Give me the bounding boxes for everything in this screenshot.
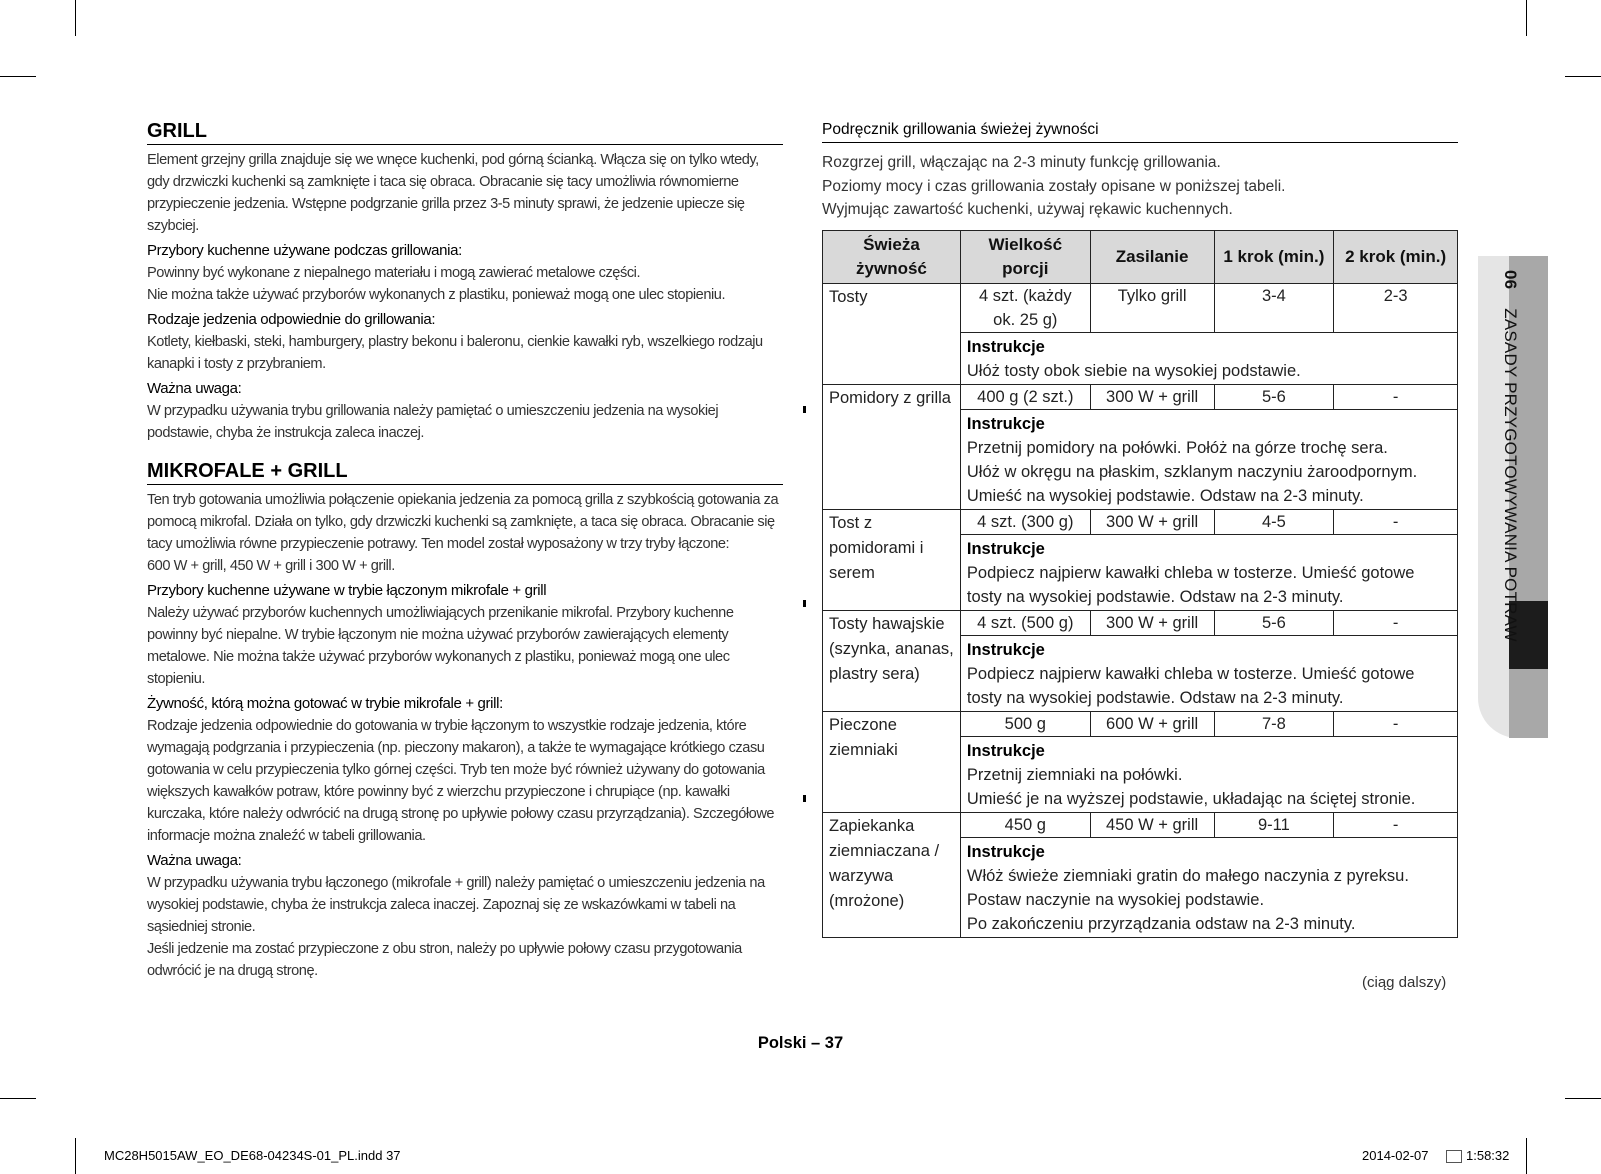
clock-icon <box>1446 1150 1462 1163</box>
food-name: Tost z pomidorami i serem <box>823 510 961 611</box>
portion-size: 500 g <box>960 712 1090 737</box>
guide-intro-line: Rozgrzej grill, włączając na 2-3 minuty funkcję grillowania. <box>822 154 1221 171</box>
instruction-text: Po zakończeniu przyrządzania odstaw na 2-3 minuty. <box>966 915 1356 933</box>
header-step-1: 1 krok (min.) <box>1214 231 1334 284</box>
crop-mark <box>75 0 76 36</box>
crop-mark <box>1526 1138 1527 1174</box>
instruction-text: Przetnij ziemniaki na połówki. <box>966 766 1183 784</box>
guide-intro-line: Poziomy mocy i czas grillowania zostały opisane w poniższej tabeli. <box>822 177 1286 195</box>
table-row <box>823 611 1458 636</box>
step-1-time: 5-6 <box>1214 611 1334 636</box>
header-power: Zasilanie <box>1090 231 1214 284</box>
table-header-row <box>823 231 1458 284</box>
portion-size: 400 g (2 szt.) <box>960 385 1090 410</box>
grill-foods-heading: Rodzaje jedzenia odpowiednie do grillowania: <box>147 311 436 328</box>
instruction-text: Umieść je na wyższej podstawie, układając na ściętej stronie. <box>966 790 1416 808</box>
instructions-cell <box>960 333 1457 385</box>
table-row <box>823 813 1458 838</box>
crop-mark <box>0 76 36 77</box>
instructions-label: Instrukcje <box>966 540 1045 558</box>
instructions-cell <box>960 636 1457 712</box>
instructions-label: Instrukcje <box>966 843 1045 861</box>
instruction-text: Podpiecz najpierw kawałki chleba w tosterze. Umieść gotowe tosty na wysokiej podstawie. Odstaw na 2-3 minuty. <box>966 564 1415 606</box>
side-tab-label <box>1500 270 1520 642</box>
table-row <box>823 510 1458 535</box>
grill-note-heading: Ważna uwaga: <box>147 380 242 397</box>
grill-utensils-heading: Przybory kuchenne używane podczas grillowania: <box>147 242 462 259</box>
microwave-grill-utensils-heading: Przybory kuchenne używane w trybie łączonym mikrofale + grill <box>147 582 547 599</box>
step-1-time: 7-8 <box>1214 712 1334 737</box>
instruction-text: Przetnij pomidory na połówki. Połóż na górze trochę sera. <box>966 439 1388 457</box>
header-portion: Wielkość porcji <box>960 231 1090 284</box>
food-name: Tosty <box>823 284 961 385</box>
instructions-label: Instrukcje <box>966 415 1045 433</box>
slug-filename: MC28H5015AW_EO_DE68-04234S-01_PL.indd 37 <box>104 1148 401 1163</box>
instruction-text: Ułóż tosty obok siebie na wysokiej podstawie. <box>966 362 1301 380</box>
chapter-title: ZASADY PRZYGOTOWYWANIA POTRAW <box>1501 308 1520 642</box>
grill-note-text: W przypadku używania trybu grillowania należy pamiętać o umieszczeniu jedzenia na wysokiej podstawie, chyba że instrukcja zaleca inaczej. <box>147 403 719 441</box>
slug-time: 1:58:32 <box>1466 1148 1510 1163</box>
step-1-time: 9-11 <box>1214 813 1334 838</box>
fold-mark <box>803 406 806 413</box>
grill-guide-table <box>822 230 1458 938</box>
header-step-2: 2 krok (min.) <box>1334 231 1458 284</box>
crop-mark <box>0 1098 36 1099</box>
instruction-text: Podpiecz najpierw kawałki chleba w tosterze. Umieść gotowe tosty na wysokiej podstawie. Odstaw na 2-3 minuty. <box>966 665 1415 707</box>
portion-size: 4 szt. (300 g) <box>960 510 1090 535</box>
step-2-time: - <box>1334 611 1458 636</box>
step-2-time: - <box>1334 712 1458 737</box>
power-level: 450 W + grill <box>1090 813 1214 838</box>
table-row <box>823 712 1458 737</box>
portion-size: 4 szt. (każdy ok. 25 g) <box>960 284 1090 333</box>
power-level: 600 W + grill <box>1090 712 1214 737</box>
power-level: 300 W + grill <box>1090 385 1214 410</box>
crop-mark <box>1526 0 1527 36</box>
step-1-time: 5-6 <box>1214 385 1334 410</box>
power-level: 300 W + grill <box>1090 510 1214 535</box>
grill-foods-text: Kotlety, kiełbaski, steki, hamburgery, plastry bekonu i baleronu, cienkie kawałki ryb, wszelkiego rodzaju kanapki i tosty z przybraniem. <box>147 334 763 372</box>
crop-mark <box>75 1138 76 1174</box>
left-column <box>147 120 783 982</box>
fold-mark <box>803 600 806 607</box>
microwave-grill-modes: 600 W + grill, 450 W + grill i 300 W + grill. <box>147 558 395 574</box>
food-name: Tosty hawajskie (szynka, ananas, plastry sera) <box>823 611 961 712</box>
food-name: Zapiekanka ziemniaczana / warzywa (mrożone) <box>823 813 961 938</box>
grill-title: GRILL <box>147 120 783 145</box>
crop-mark <box>1565 1098 1601 1099</box>
step-1-time: 4-5 <box>1214 510 1334 535</box>
step-1-time: 3-4 <box>1214 284 1334 333</box>
chapter-side-tab <box>1478 256 1548 738</box>
right-column <box>822 120 1458 222</box>
instruction-text: Postaw naczynie na wysokiej podstawie. <box>966 891 1265 909</box>
step-2-time: - <box>1334 385 1458 410</box>
food-name: Pomidory z grilla <box>823 385 961 510</box>
food-name: Pieczone ziemniaki <box>823 712 961 813</box>
instructions-cell <box>960 410 1457 510</box>
microwave-grill-note-text-2: Jeśli jedzenie ma zostać przypieczone z obu stron, należy po upływie połowy czasu przygotowania odwrócić je na drugą stronę. <box>147 941 742 979</box>
microwave-grill-utensils-text: Należy używać przyborów kuchennych umożliwiających przenikanie mikrofal. Przybory kuchenne powinny być niepalne. W trybie łączonym nie można używać przyborów zawierających elementy metalowe. Nie można także używać przyborów wykonanych z plastiku, ponieważ mogą one ulec stopieniu. <box>147 605 734 687</box>
microwave-grill-note-text-1: W przypadku używania trybu łączonego (mikrofale + grill) należy pamiętać o umieszczeniu jedzenia na wysokiej podstawie, chyba że instrukcja zaleca inaczej. Zapoznaj się ze wskazówkami w tabeli na sąsiedniej stronie. <box>147 875 765 935</box>
instruction-text: Włóż świeże ziemniaki gratin do małego naczynia z pyreksu. <box>966 867 1409 885</box>
instructions-label: Instrukcje <box>966 641 1045 659</box>
instructions-label: Instrukcje <box>966 338 1045 356</box>
step-2-time: - <box>1334 510 1458 535</box>
table-body <box>823 284 1458 938</box>
table-row <box>823 385 1458 410</box>
grill-guide-title: Podręcznik grillowania świeżej żywności <box>822 120 1458 143</box>
fold-mark <box>803 795 806 802</box>
instructions-cell <box>960 737 1457 813</box>
instructions-label: Instrukcje <box>966 742 1045 760</box>
instruction-text: Ułóż w okręgu na płaskim, szklanym naczyniu żaroodpornym. <box>966 463 1418 481</box>
chapter-number: 06 <box>1501 270 1520 290</box>
instruction-text: Umieść na wysokiej podstawie. Odstaw na 2-3 minuty. <box>966 487 1364 505</box>
microwave-grill-food-text: Rodzaje jedzenia odpowiednie do gotowania w trybie łączonym to wszystkie rodzaje jedzenia, które wymagają podgrzania i przypieczenia (np. pieczony makaron), a także te wymagające krótkiego czasu gotowania w celu przypieczenia tylko górnej części. Tryb ten może być również używany do gotowania większych kawałków potraw, które powinny być z wierzchu przypieczone i chrupiące (np. kawałki kurczaka, które należy odwrócić na drugą stronę po upływie połowy czasu przyrządzania). Szczegółowe informacje można znaleźć w tabeli grillowania. <box>147 718 775 844</box>
instructions-cell <box>960 838 1457 938</box>
table-row <box>823 284 1458 333</box>
grill-utensils-text-1: Powinny być wykonane z niepalnego materiału i mogą zawierać metalowe części. <box>147 265 641 281</box>
grill-paragraph: Element grzejny grilla znajduje się we wnęce kuchenki, pod górną ścianką. Włącza się on tylko wtedy, gdy drzwiczki kuchenki są zamknięte i taca się obraca. Obracanie się tacy umożliwia równomierne przypieczenie jedzenia. Wstępne podgrzanie grilla przez 3-5 minuty sprawi, że jedzenie upiecze się szybciej. <box>147 152 759 234</box>
grill-utensils-text-2: Nie można także używać przyborów wykonanych z plastiku, ponieważ mogą one ulec stopieniu. <box>147 287 726 303</box>
instructions-cell <box>960 535 1457 611</box>
portion-size: 4 szt. (500 g) <box>960 611 1090 636</box>
microwave-grill-food-heading: Żywność, którą można gotować w trybie mikrofale + grill: <box>147 695 503 712</box>
slug-date: 2014-02-07 <box>1362 1148 1429 1163</box>
step-2-time: - <box>1334 813 1458 838</box>
header-food: Świeża żywność <box>823 231 961 284</box>
portion-size: 450 g <box>960 813 1090 838</box>
microwave-grill-title: MIKROFALE + GRILL <box>147 460 783 485</box>
page-number: Polski – 37 <box>757 1034 844 1052</box>
power-level: Tylko grill <box>1090 284 1214 333</box>
step-2-time: 2-3 <box>1334 284 1458 333</box>
power-level: 300 W + grill <box>1090 611 1214 636</box>
guide-intro-line: Wyjmując zawartość kuchenki, używaj rękawic kuchennych. <box>822 201 1233 218</box>
microwave-grill-paragraph: Ten tryb gotowania umożliwia połączenie opiekania jedzenia za pomocą grilla z szybkością gotowania za pomocą mikrofal. Działa on tylko, gdy drzwiczki kuchenki są zamknięte, a taca się obraca. Obracanie się tacy umożliwia równe przypieczenie potrawy. Ten model został wyposażony w trzy tryby łączone: <box>147 492 779 552</box>
microwave-grill-note-heading: Ważna uwaga: <box>147 852 242 869</box>
crop-mark <box>1565 76 1601 77</box>
continued-note: (ciąg dalszy) <box>1362 974 1447 991</box>
